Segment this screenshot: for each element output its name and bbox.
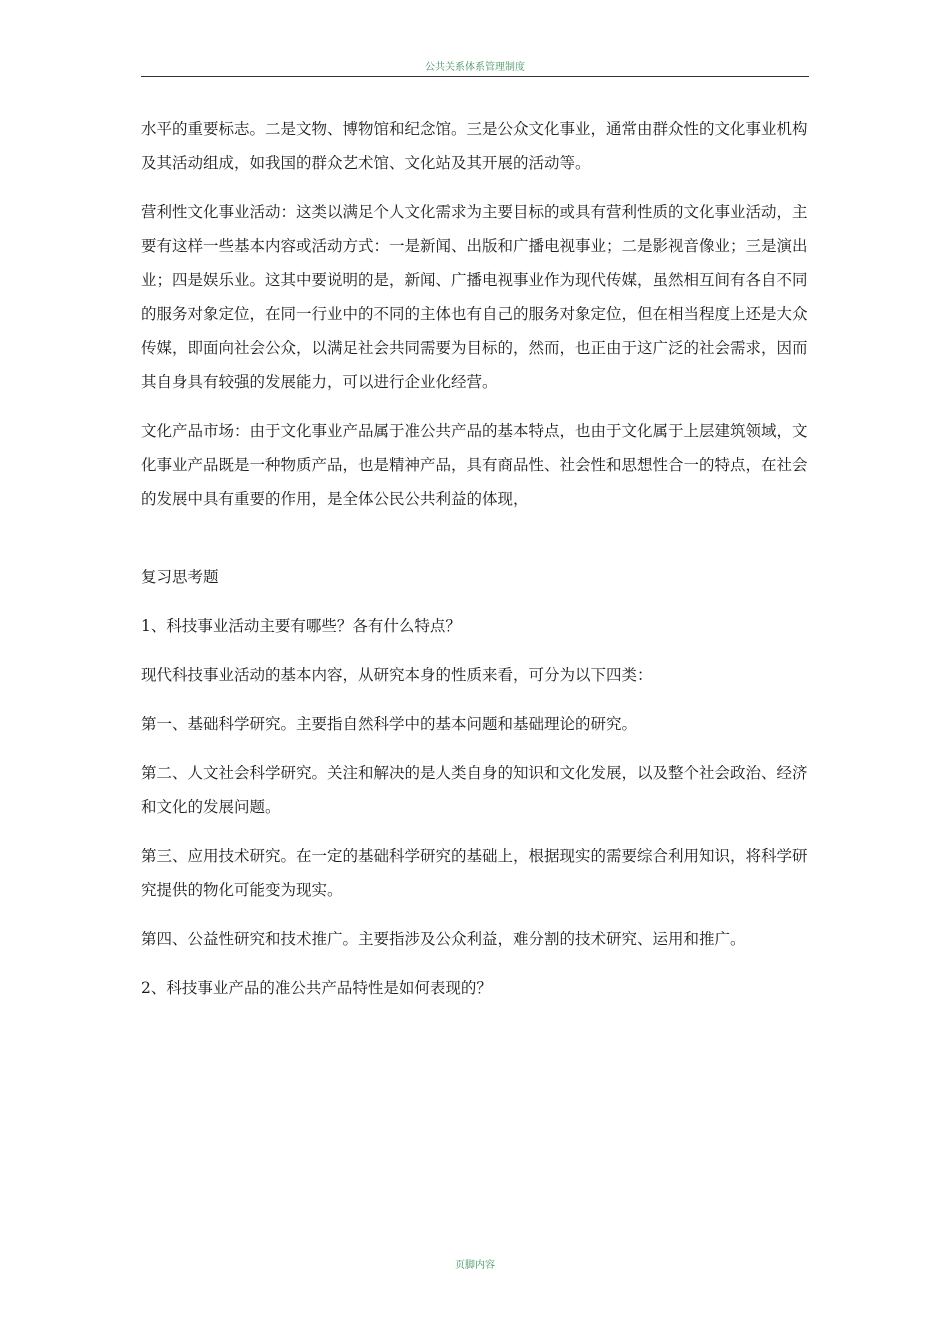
question-2: 2、科技事业产品的准公共产品特性是如何表现的？ [141, 979, 492, 997]
answer-item-4: 第四、公益性研究和技术推广。主要指涉及公众利益，难分割的技术研究、运用和推广。 [141, 930, 746, 948]
paragraph-commercial-culture: 营利性文化事业活动：这类以满足个人文化需求为主要目标的或具有营利性质的文化事业活动，主要有这样一些基本内容或活动方式：一是新闻、出版和广播电视事业；二是影视音像业；三是演出业；四是娱乐业。这其中要说明的是，新闻、广播电视事业作为现代传媒，虽然相互间有各自不同的服务对象定位，在同一行业中的不同的主体也有自己的服务对象定位，但在相当程度上还是大众传媒，即面向社会公众，以满足社会共同需要为目标的，然而，也正由于这广泛的社会需求，因而其自身具有较强的发展能力，可以进行企业化经营。 [141, 203, 808, 391]
answer-intro: 现代科技事业活动的基本内容，从研究本身的性质来看，可分为以下四类： [141, 666, 653, 684]
answer-item-3: 第三、应用技术研究。在一定的基础科学研究的基础上，根据现实的需要综合利用知识，将科学研究提供的物化可能变为现实。 [141, 847, 808, 899]
paragraph-public-culture: 水平的重要标志。二是文物、博物馆和纪念馆。三是公众文化事业，通常由群众性的文化事业机构及其活动组成，如我国的群众艺术馆、文化站及其开展的活动等。 [141, 120, 808, 172]
header-divider [141, 76, 809, 77]
paragraph-culture-market: 文化产品市场：由于文化事业产品属于准公共产品的基本特点，也由于文化属于上层建筑领域，文化事业产品既是一种物质产品，也是精神产品，具有商品性、社会性和思想性合一的特点，在社会的发展中具有重要的作用，是全体公民公共利益的体现， [141, 422, 808, 508]
page-footer: 页脚内容 [455, 1260, 495, 1271]
question-1: 1、科技事业活动主要有哪些？各有什么特点？ [141, 617, 461, 635]
answer-item-1: 第一、基础科学研究。主要指自然科学中的基本问题和基础理论的研究。 [141, 715, 638, 733]
answer-item-2: 第二、人文社会科学研究。关注和解决的是人类自身的知识和文化发展，以及整个社会政治、经济和文化的发展问题。 [141, 764, 808, 816]
page-header: 公共关系体系管理制度 [425, 62, 525, 73]
document-body [141, 112, 809, 1020]
section-heading-review: 复习思考题 [141, 568, 219, 586]
